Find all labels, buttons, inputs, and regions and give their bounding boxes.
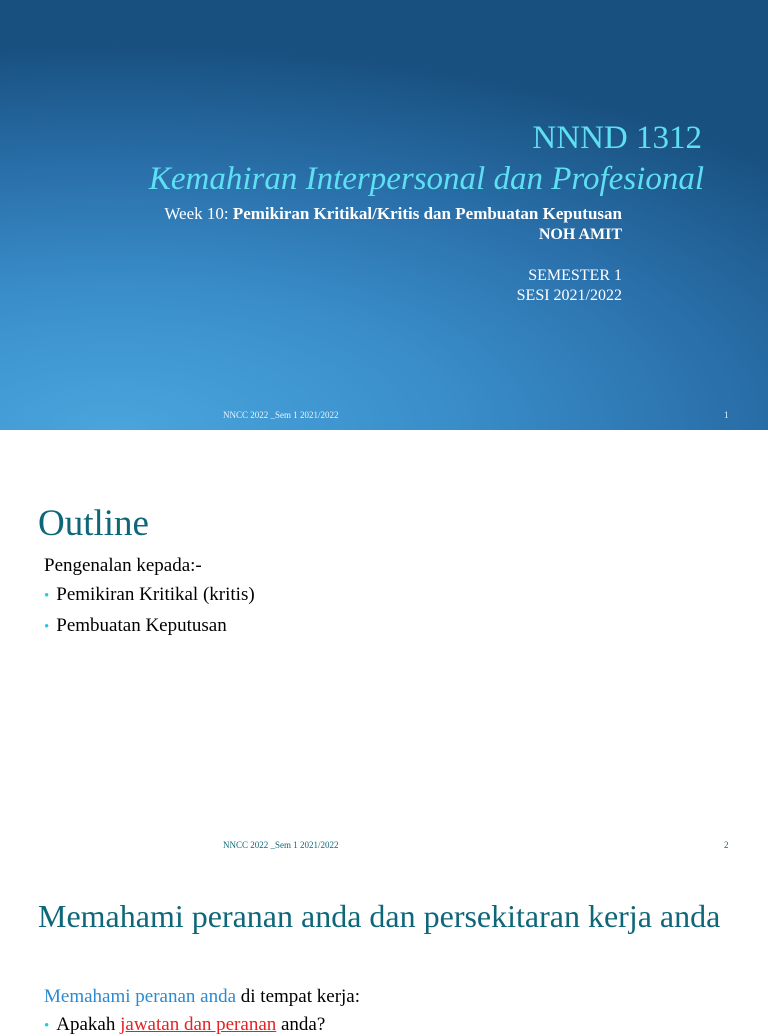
subheading-highlight: Memahami peranan anda — [44, 986, 237, 1007]
bullet-icon: • — [44, 1018, 50, 1034]
list-item — [44, 1014, 325, 1036]
bullet-list — [44, 583, 255, 645]
author-name: NOH AMIT — [538, 226, 622, 243]
roles-slide — [0, 862, 768, 1035]
list-item — [44, 614, 255, 645]
session-label: SESI 2021/2022 — [516, 287, 622, 304]
bullet-icon: • — [44, 619, 50, 635]
week-line — [164, 204, 622, 224]
item-highlight: jawatan dan peranan — [120, 1014, 277, 1035]
course-code: NNND 1312 — [532, 120, 702, 156]
semester-label: SEMESTER 1 — [528, 267, 622, 284]
list-item-label: Pembuatan Keputusan — [56, 615, 227, 636]
outline-slide — [0, 430, 768, 862]
title-slide — [0, 0, 768, 430]
course-title: Kemahiran Interpersonal dan Profesional — [148, 161, 704, 197]
slide-footer-text: NNCC 2022 _Sem 1 2021/2022 — [223, 410, 339, 420]
intro-text: Pengenalan kepada:- — [44, 555, 202, 576]
slide-page-number: 2 — [724, 840, 729, 850]
week-topic: Pemikiran Kritikal/Kritis dan Pembuatan Keputusan — [232, 204, 622, 223]
list-item-label: Pemikiran Kritikal (kritis) — [56, 584, 255, 605]
slide-title: Outline — [38, 503, 149, 544]
slide-footer-text: NNCC 2022 _Sem 1 2021/2022 — [223, 840, 339, 850]
slide-title: Memahami peranan anda dan persekitaran kerja anda — [38, 898, 721, 934]
list-item — [44, 583, 255, 614]
semester-block — [517, 266, 622, 306]
week-prefix: Week 10: — [164, 204, 233, 223]
subheading-rest: di tempat kerja: — [236, 986, 361, 1007]
bullet-icon: • — [44, 588, 50, 604]
item-prefix: Apakah — [56, 1014, 121, 1035]
item-suffix: anda? — [276, 1014, 326, 1035]
subheading — [44, 986, 360, 1008]
slide-page-number: 1 — [724, 410, 729, 420]
